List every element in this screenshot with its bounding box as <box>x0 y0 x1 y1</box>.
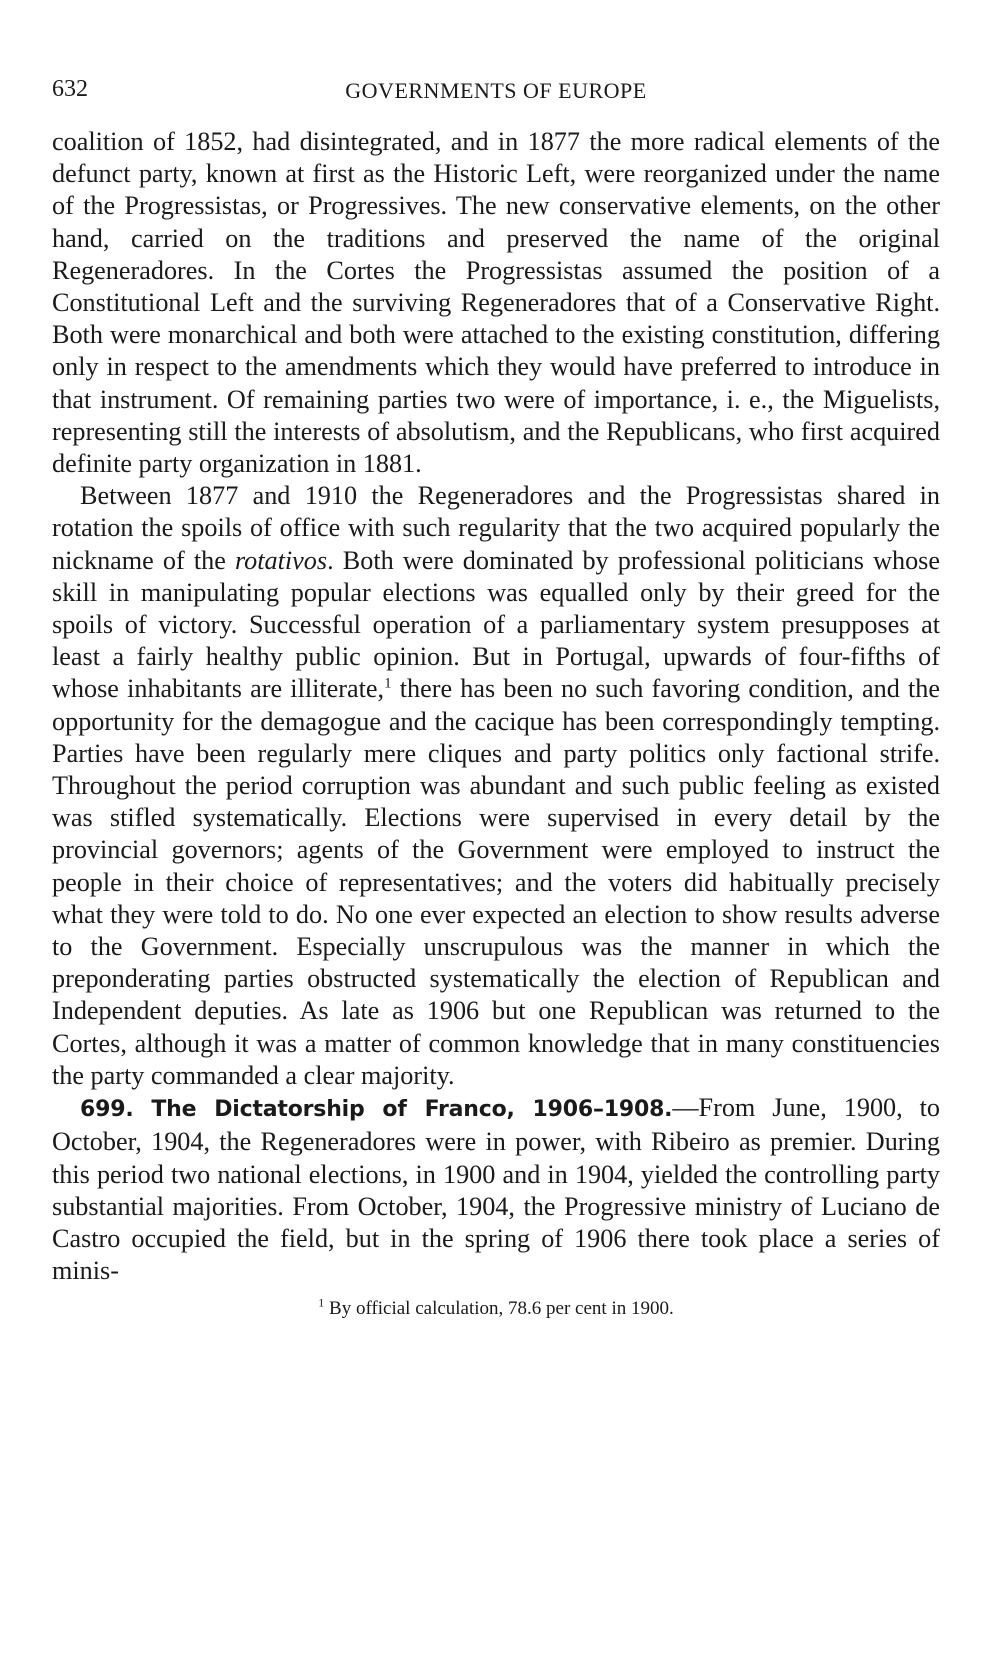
body-text <box>52 126 940 1287</box>
italic-term: rotativos <box>234 545 328 575</box>
paragraph-2-part-b: . Both were dominated by professional politicians whose skill in manipulating popular elections was equalled only by their greed for the spoils of victory. Successful operation of a parliamentary system presupposes at least a fairly healthy public opinion. But in Portugal, upwards of four-fifths of whose inhabitants are illiterate, <box>52 545 941 704</box>
page-header <box>52 70 940 110</box>
section-heading: 699. The Dictatorship of Franco, 1906–1908. <box>80 1097 673 1123</box>
paragraph-3-text: —From June, 1900, to October, 1904, the Regeneradores were in power, with Ribeiro as premier. During this period two national elections, in 1900 and in 1904, yielded the controlling party substantial majorities. From October, 1904, the Progressive ministry of Luciano de Castro occupied the field, but in the spring of 1906 there took place a series of minis- <box>52 1093 941 1286</box>
paragraph-2 <box>52 480 940 1092</box>
paragraph-2-part-c: there has been no such favoring condition, and the opportunity for the demagogue and the cacique has been correspondingly tempting. Parties have been regularly mere cliques and party politics only factional strife. Throughout the period corruption was abundant and such public feeling as existed was stifled systematically. Elections were supervised in every detail by the provincial governors; agents of the Government were employed to instruct the people in their choice of representatives; and the voters did habitually precisely what they were told to do. No one ever expected an election to show results adverse to the Government. Especially unscrupulous was the manner in which the preponderating parties obstructed systematically the election of Republican and Independent deputies. As late as 1906 but one Republican was returned to the Cortes, although it was a matter of common knowledge that in many constituencies the party commanded a clear majority. <box>52 674 940 1090</box>
footnote-ref: 1 <box>384 675 392 692</box>
footnote-marker: 1 <box>318 1295 325 1310</box>
footnote-text: By official calculation, 78.6 per cent in 1900. <box>324 1298 674 1320</box>
book-page <box>52 70 940 1321</box>
paragraph-2-part-a: Between 1877 and 1910 the Regeneradores and the Progressistas shared in rotation the spoils of office with such regularity that the two acquired popularly the nickname of the <box>52 481 940 575</box>
footnote <box>52 1297 940 1321</box>
page-number: 632 <box>52 76 88 102</box>
running-head: GOVERNMENTS OF EUROPE <box>345 78 647 103</box>
paragraph-1: coalition of 1852, had disintegrated, and in 1877 the more radical elements of the defunct party, known at first as the Historic Left, were reorganized under the name of the Progressistas, or Progressives. The new conservative elements, on the other hand, carried on the traditions and preserved the name of the original Regeneradores. In the Cortes the Progressistas assumed the position of a Constitutional Left and the surviving Regeneradores that of a Conservative Right. Both were monarchical and both were attached to the existing constitution, differing only in respect to the amendments which they would have preferred to introduce in that instrument. Of remaining parties two were of importance, i. e., the Miguelists, representing still the interests of absolutism, and the Republicans, who first acquired definite party organization in 1881. <box>52 127 940 479</box>
paragraph-3 <box>52 1092 940 1287</box>
